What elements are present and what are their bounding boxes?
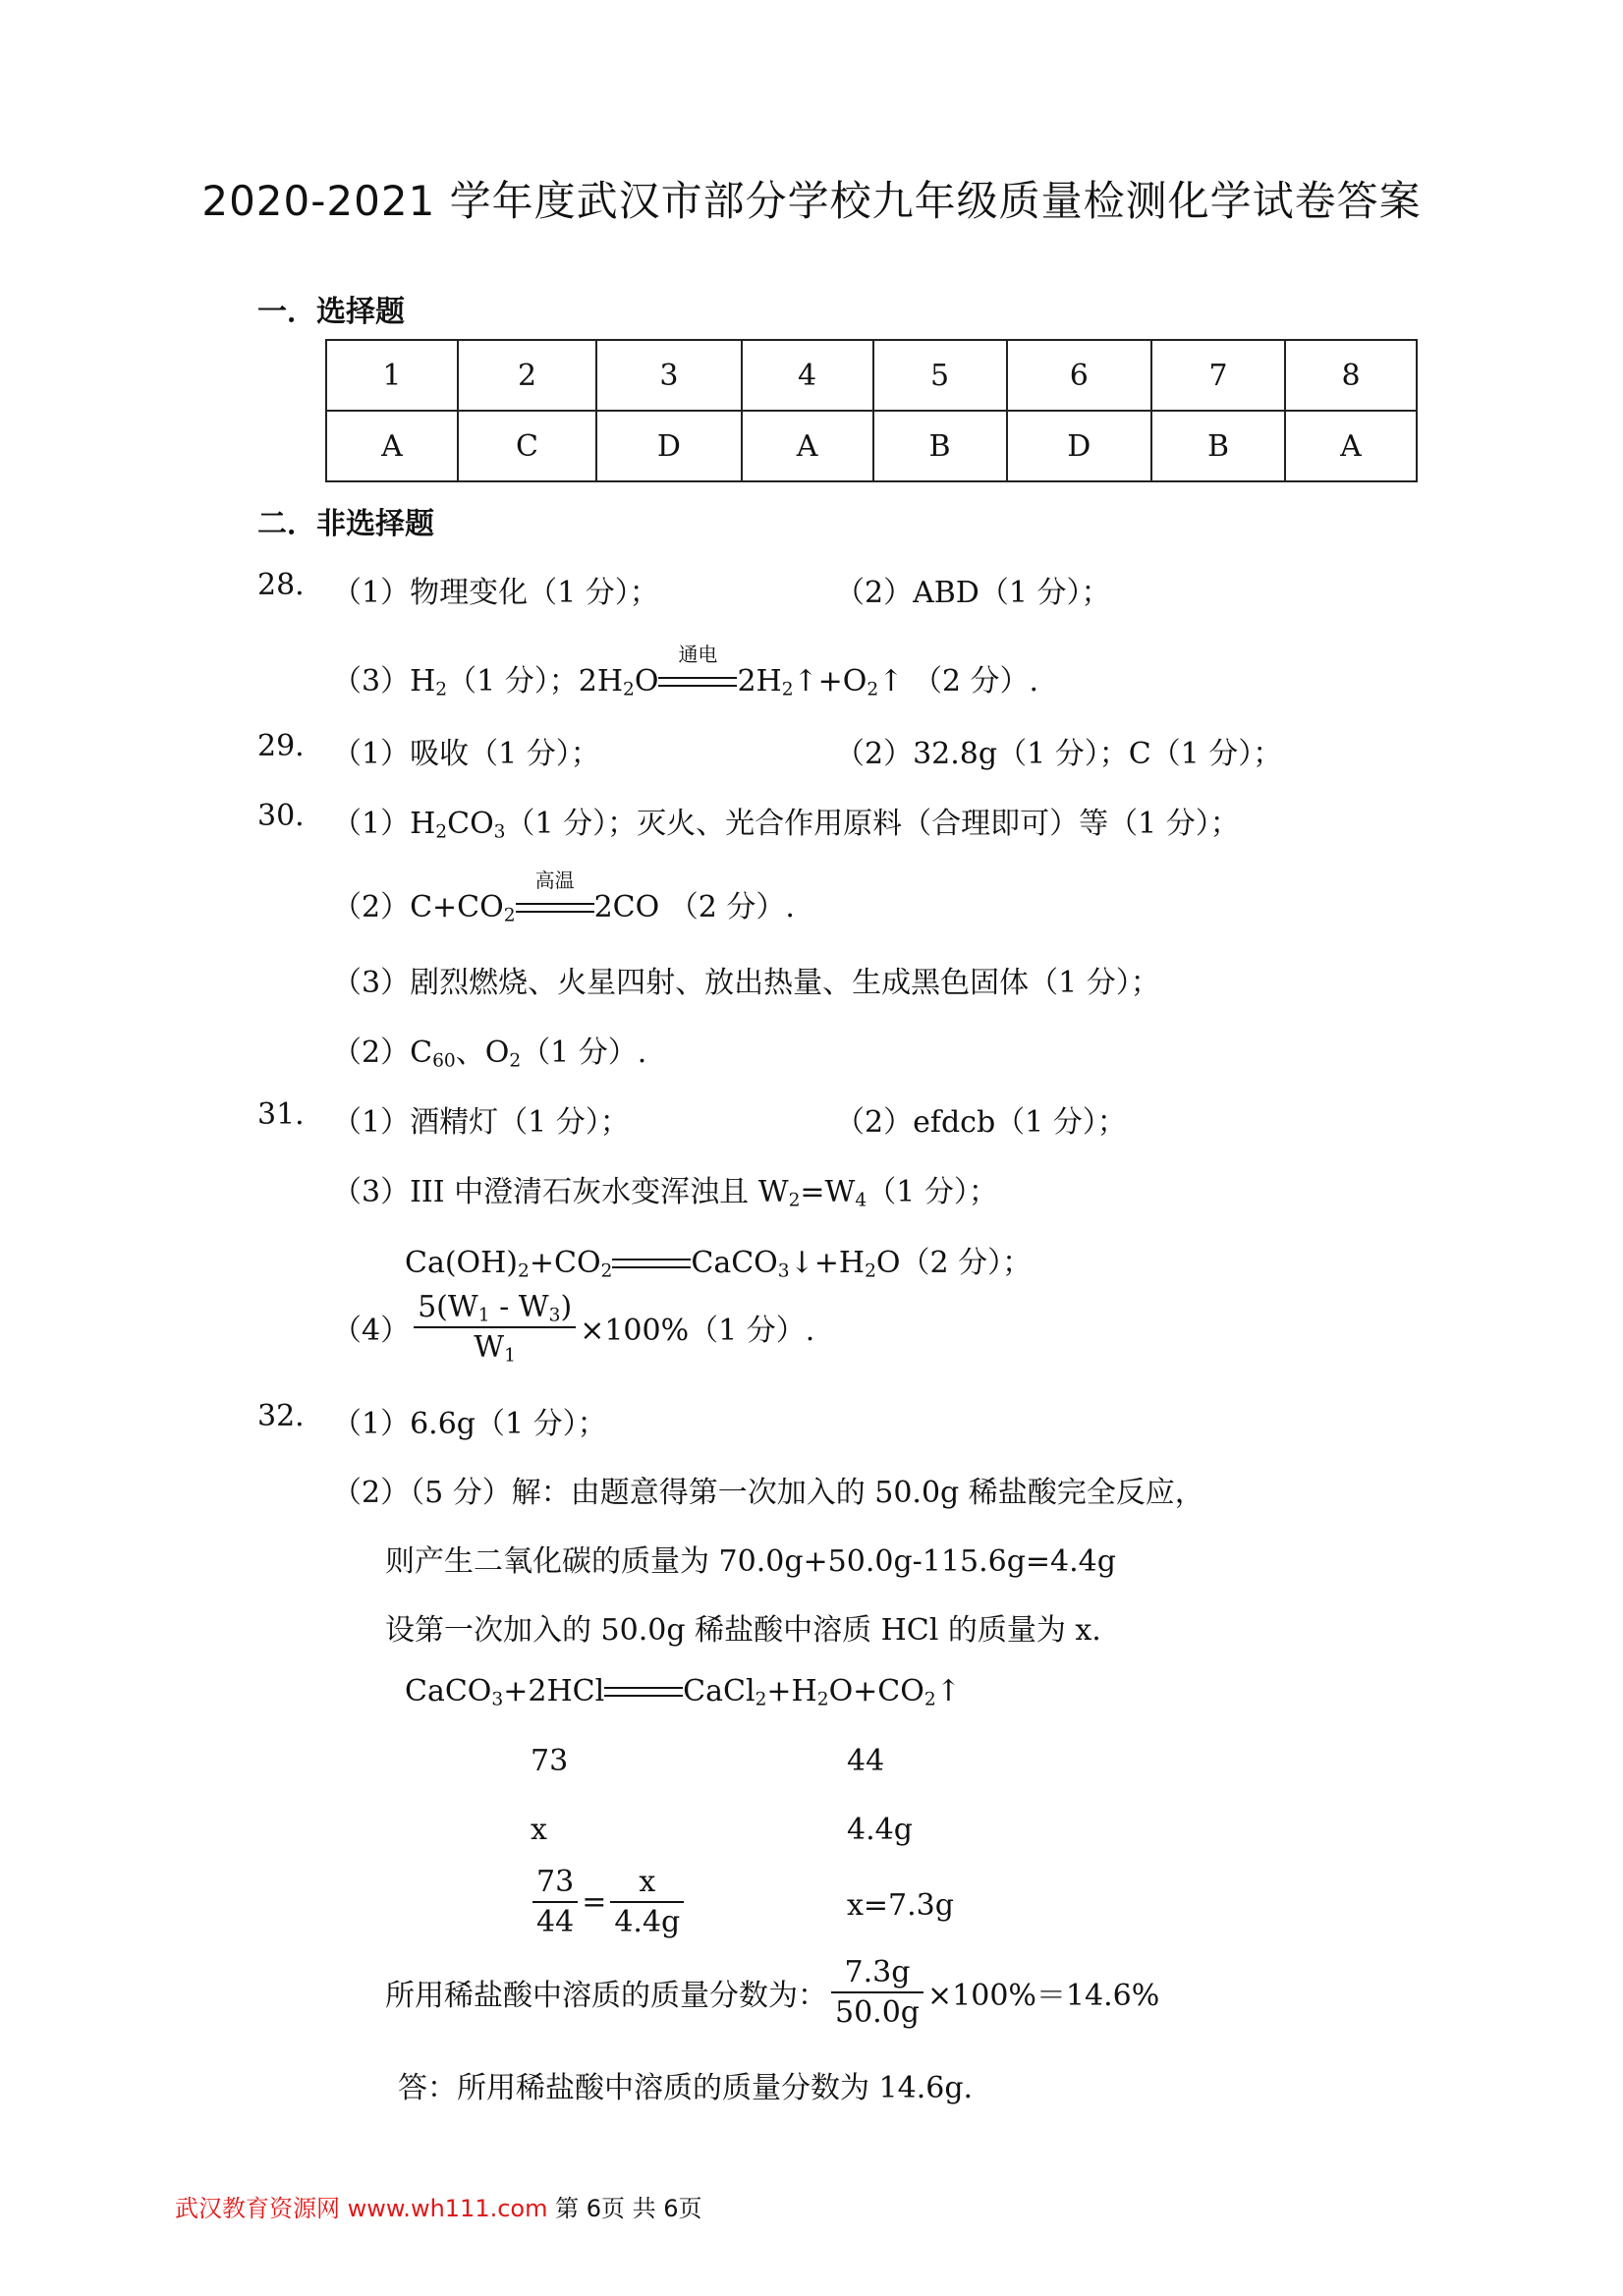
question-number: 1 <box>326 340 458 411</box>
table-row-numbers <box>326 340 1417 411</box>
question-number-32: 32. <box>257 1399 305 1433</box>
question-number-28: 28. <box>257 568 305 602</box>
answer-cell: A <box>742 411 873 481</box>
q30-part2: $(2)C+CO_2$ 高温 2CO （2 分）. <box>332 868 795 926</box>
q31-equation: $Ca(OH)_2+CO_2$ $CaCO_3↓+H_2O(2$ 分）； <box>405 1246 1033 1282</box>
question-number: 2 <box>458 340 596 411</box>
fraction: $\frac{73}{44}$ <box>532 1865 578 1939</box>
answer-cell: A <box>326 411 458 481</box>
reaction-condition: 通电 <box>658 668 737 698</box>
table-row-answers <box>326 411 1417 481</box>
reaction-equals <box>612 1250 691 1279</box>
q28-part3: $(3)H_2(1$ 分）；$2H_2O$ 通电 $2H_2↑+O_2↑$ （2 分）. <box>332 643 1039 700</box>
q28-part1: （1）物理变化（1 分）； <box>332 576 659 610</box>
answer-table <box>325 339 1418 482</box>
q32-line-co2: 则产生二氧化碳的质量为 70.0g+50.0g-115.6g=4.4g <box>385 1544 1116 1579</box>
q31-part1: （1）酒精灯（1 分）； <box>332 1105 630 1140</box>
q32-line-assume: 设第一次加入的 50.0g 稀盐酸中溶质 HCl 的质量为 x. <box>385 1613 1101 1648</box>
q30-part1: $(1)H_2CO_3(1$ 分）；灭火、光合作用原料（合理即可）等（1 分）； <box>332 807 1240 843</box>
page-title: 2020-2021 学年度武汉市部分学校九年级质量检测化学试卷答案 <box>201 177 1422 225</box>
question-number: 5 <box>873 340 1007 411</box>
ratio-x: x <box>531 1813 547 1847</box>
answer-cell: C <box>458 411 596 481</box>
page-number: 第 6页 共 6页 <box>547 2195 702 2222</box>
fraction: $\frac{5(W_1 - W_3)}{W_1}$ <box>414 1290 576 1365</box>
section-heading-nonchoice: 二．非选择题 <box>257 507 434 541</box>
ratio-44: 44 <box>847 1744 885 1778</box>
question-number: 3 <box>596 340 741 411</box>
question-number: 7 <box>1151 340 1285 411</box>
page-footer <box>175 2189 702 2223</box>
answer-cell: A <box>1285 411 1417 481</box>
question-number-30: 30. <box>257 799 305 833</box>
fraction: $\frac{7.3g}{50.0g}$ <box>831 1955 923 2030</box>
question-number: 4 <box>742 340 873 411</box>
answer-cell: B <box>873 411 1007 481</box>
reaction-equals <box>604 1678 683 1708</box>
reaction-condition: 高温 <box>516 894 594 924</box>
q31-part2: （2）efdcb（1 分）； <box>835 1105 1127 1140</box>
ratio-4-4g: 4.4g <box>847 1813 913 1847</box>
q30-part3: （3）剧烈燃烧、火星四射、放出热量、生成黑色固体（1 分）； <box>332 966 1160 1000</box>
question-number: 6 <box>1007 340 1151 411</box>
q31-part4: （4） $\frac{5(W_1 - W_3)}{W_1}$ ×100%（1 分）. <box>332 1290 815 1367</box>
ratio-73: 73 <box>531 1744 569 1778</box>
final-answer: 答：所用稀盐酸中溶质的质量分数为 14.6g. <box>398 2071 974 2105</box>
question-number: 8 <box>1285 340 1417 411</box>
q29-part2: （2）32.8g（1 分）；C（1 分）； <box>835 737 1283 771</box>
fraction: $\frac{x}{4.4g}$ <box>610 1865 684 1939</box>
question-number-31: 31. <box>257 1097 305 1132</box>
footer-site-link[interactable]: 武汉教育资源网 www.wh111.com <box>175 2195 548 2222</box>
q32-part2: （2）（5 分）解：由题意得第一次加入的 50.0g 稀盐酸完全反应， <box>332 1476 1204 1510</box>
answer-cell: D <box>596 411 741 481</box>
q28-part2: （2）ABD（1 分）； <box>835 576 1111 610</box>
section-heading-choice: 一．选择题 <box>257 295 405 329</box>
answer-cell: B <box>1151 411 1285 481</box>
mass-fraction: 所用稀盐酸中溶质的质量分数为： $\frac{7.3g}{50.0g}$ ×100%＝14.6% <box>385 1955 1160 2030</box>
q32-equation: CaCO$_3$+2HCl $CaCl_2+H_2O+CO_2↑$ <box>405 1674 961 1710</box>
q31-part3: （3）III 中澄清石灰水变浑浊且 $W_2=W_4(1$ 分）； <box>332 1175 998 1211</box>
q32-part1: （1）6.6g（1 分）； <box>332 1407 607 1441</box>
answer-cell: D <box>1007 411 1151 481</box>
q30-part4: $(2)C_{60}$、$O_2(1$ 分）. <box>332 1036 647 1072</box>
q29-part1: （1）吸收（1 分）； <box>332 737 600 771</box>
proportion: $\frac{73}{44}$ = $\frac{x}{4.4g}$ <box>529 1865 688 1939</box>
x-result: x=7.3g <box>847 1888 954 1923</box>
question-number-29: 29. <box>257 729 305 763</box>
